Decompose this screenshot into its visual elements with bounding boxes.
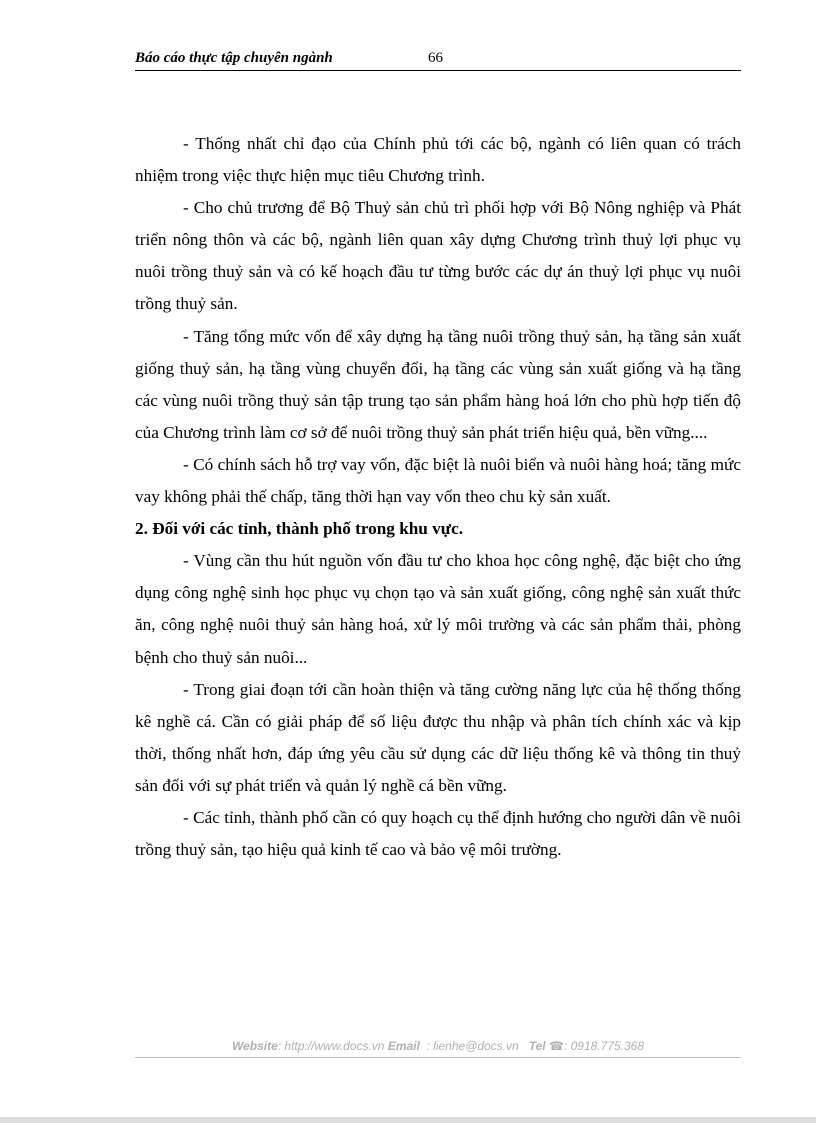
tel-label: Tel [528, 1039, 546, 1053]
phone-icon: ☎ [549, 1039, 564, 1053]
website-value: : http://www.docs.vn [277, 1039, 385, 1053]
document-body [135, 128, 741, 866]
page-header [135, 50, 741, 71]
website-label: Website [231, 1039, 278, 1053]
page-number: 66 [428, 50, 443, 66]
paragraph-1: - Thống nhất chỉ đạo của Chính phủ tới các bộ, ngành có liên quan có trách nhiệm trong việc thực hiện mục tiêu Chương trình. [135, 134, 741, 186]
page-footer [135, 1039, 741, 1058]
email-value: : lienhe@docs.vn [426, 1039, 519, 1053]
paragraph-2: - Cho chủ trương để Bộ Thuỷ sản chủ trì phối hợp với Bộ Nông nghiệp và Phát triển nông thôn và các bộ, ngành liên quan xây dựng Chương trình thuỷ lợi phục vụ nuôi trồng thuỷ sản và có kế hoạch đầu tư từng bước các dự án thuỷ lợi phục vụ nuôi trồng thuỷ sản. [135, 198, 741, 314]
paragraph-6: - Trong giai đoạn tới cần hoàn thiện và tăng cường năng lực của hệ thống thống kê nghề cá. Cần có giải pháp để số liệu được thu nhập và phân tích chính xác và kịp thời, thống nhất hơn, đáp ứng yêu cầu sử dụng các dữ liệu thống kê và thông tin thuỷ sản đối với sự phát triển và quản lý nghề cá bền vững. [135, 679, 741, 795]
paragraph-5: - Vùng cần thu hút nguồn vốn đầu tư cho khoa học công nghệ, đặc biệt cho ứng dụng công nghệ sinh học phục vụ chọn tạo và sản xuất giống, công nghệ sản xuất thức ăn, công nghệ nuôi thuỷ sản hàng hoá, xử lý môi trường và các sản phẩm thải, phòng bệnh cho thuỷ sản nuôi... [135, 551, 741, 667]
email-label: Email [387, 1039, 420, 1053]
page-bottom-edge [0, 1117, 816, 1123]
paragraph-4: - Có chính sách hỗ trợ vay vốn, đặc biệt là nuôi biển và nuôi hàng hoá; tăng mức vay không phải thế chấp, tăng thời hạn vay vốn theo chu kỳ sản xuất. [135, 454, 741, 507]
tel-value: : 0918.775.368 [563, 1039, 645, 1053]
header-title: Báo cáo thực tập chuyên ngành [135, 50, 333, 66]
section-heading: 2. Đối với các tỉnh, thành phố trong khu vực. [135, 519, 463, 539]
paragraph-7: - Các tỉnh, thành phố cần có quy hoạch cụ thể định hướng cho người dân về nuôi trồng thuỷ sản, tạo hiệu quả kinh tế cao và bảo vệ môi trường. [135, 807, 741, 860]
paragraph-3: - Tăng tổng mức vốn để xây dựng hạ tầng nuôi trồng thuỷ sản, hạ tầng sản xuất giống thuỷ sản, hạ tầng vùng chuyển đổi, hạ tầng các vùng sản xuất giống và hạ tầng các vùng nuôi trồng thuỷ sản tập trung tạo sản phẩm hàng hoá lớn cho phù hợp tiến độ của Chương trình làm cơ sở để nuôi trồng thuỷ sản phát triển hiệu quả, bền vững.... [135, 326, 741, 442]
